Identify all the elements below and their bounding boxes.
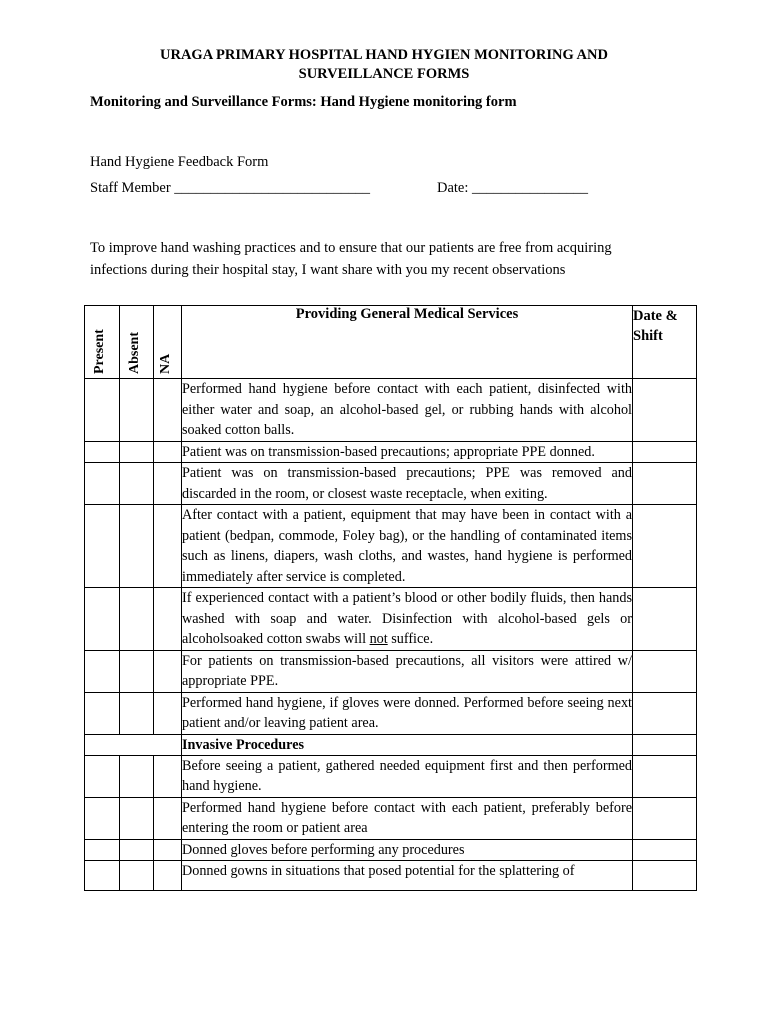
na-cell[interactable] bbox=[154, 463, 182, 505]
row-text: Performed hand hygiene, if gloves were donned. Performed before seeing next patient and/or leaving patient area. bbox=[182, 692, 633, 734]
document-title bbox=[80, 46, 688, 84]
date-cell[interactable] bbox=[633, 692, 697, 734]
present-cell[interactable] bbox=[85, 839, 120, 861]
na-cell[interactable] bbox=[154, 588, 182, 651]
absent-cell[interactable] bbox=[120, 379, 154, 442]
present-cell[interactable] bbox=[85, 588, 120, 651]
present-cell[interactable] bbox=[85, 441, 120, 463]
col-date-shift: Date & Shift bbox=[633, 306, 697, 379]
table-row bbox=[85, 861, 697, 891]
table-row bbox=[85, 588, 697, 651]
absent-cell[interactable] bbox=[120, 861, 154, 891]
row-text: Performed hand hygiene before contact with each patient, preferably before entering the room or patient area bbox=[182, 797, 633, 839]
table-row bbox=[85, 650, 697, 692]
section-row bbox=[85, 734, 697, 755]
absent-cell[interactable] bbox=[120, 692, 154, 734]
table-row bbox=[85, 379, 697, 442]
present-cell[interactable] bbox=[85, 505, 120, 588]
na-cell[interactable] bbox=[154, 692, 182, 734]
intro-line-1: To improve hand washing practices and to ensure that our patients are free from acquiring bbox=[90, 240, 612, 256]
date-cell[interactable] bbox=[633, 797, 697, 839]
na-cell[interactable] bbox=[154, 861, 182, 891]
row-text: Before seeing a patient, gathered needed equipment first and then performed hand hygiene. bbox=[182, 755, 633, 797]
date-cell[interactable] bbox=[633, 650, 697, 692]
absent-cell[interactable] bbox=[120, 505, 154, 588]
row-text: Patient was on transmission-based precautions; PPE was removed and discarded in the room, or closest waste receptacle, when exiting. bbox=[182, 463, 633, 505]
row-text: For patients on transmission-based precautions, all visitors were attired w/ appropriate PPE. bbox=[182, 650, 633, 692]
table-row bbox=[85, 692, 697, 734]
row-text: After contact with a patient, equipment that may have been in contact with a patient (bedpan, commode, Foley bag), or the handling of contaminated items such as linens, diapers, wash cloths, and wastes, hand hygiene is performed immediately after service is completed. bbox=[182, 505, 633, 588]
table-row bbox=[85, 505, 697, 588]
present-cell[interactable] bbox=[85, 463, 120, 505]
present-cell[interactable] bbox=[85, 861, 120, 891]
table-row bbox=[85, 755, 697, 797]
date-cell[interactable] bbox=[633, 505, 697, 588]
na-cell[interactable] bbox=[154, 650, 182, 692]
na-cell[interactable] bbox=[154, 505, 182, 588]
hygiene-checklist-table bbox=[84, 305, 697, 891]
table-row bbox=[85, 797, 697, 839]
na-cell[interactable] bbox=[154, 797, 182, 839]
na-cell[interactable] bbox=[154, 755, 182, 797]
absent-cell[interactable] bbox=[120, 755, 154, 797]
section-heading-invasive: Invasive Procedures bbox=[182, 734, 633, 755]
date-cell[interactable] bbox=[633, 861, 697, 891]
col-main-heading: Providing General Medical Services bbox=[182, 306, 633, 379]
date-cell[interactable] bbox=[633, 441, 697, 463]
form-name: Hand Hygiene Feedback Form bbox=[90, 154, 269, 170]
present-cell[interactable] bbox=[85, 692, 120, 734]
absent-cell[interactable] bbox=[120, 650, 154, 692]
absent-cell[interactable] bbox=[120, 588, 154, 651]
row-text: If experienced contact with a patient’s blood or other bodily fluids, then hands washed with soap and water. Disinfection with alcohol-based gels or alcoholsoaked cotton swabs will not suffice. bbox=[182, 588, 633, 651]
date-field[interactable]: Date: ________________ bbox=[437, 180, 589, 196]
table-row bbox=[85, 441, 697, 463]
present-cell[interactable] bbox=[85, 797, 120, 839]
col-na: NA bbox=[154, 306, 182, 379]
na-cell[interactable] bbox=[154, 441, 182, 463]
row-text: Donned gloves before performing any procedures bbox=[182, 839, 633, 861]
staff-member-field[interactable]: Staff Member ___________________________ bbox=[90, 180, 371, 196]
date-cell[interactable] bbox=[633, 755, 697, 797]
date-cell[interactable] bbox=[633, 379, 697, 442]
form-subtitle: Monitoring and Surveillance Forms: Hand Hygiene monitoring form bbox=[90, 94, 517, 110]
col-present: Present bbox=[85, 306, 120, 379]
title-line-1: URAGA PRIMARY HOSPITAL HAND HYGIEN MONITORING AND bbox=[160, 47, 608, 63]
row-text: Donned gowns in situations that posed potential for the splattering of bbox=[182, 861, 633, 891]
date-cell[interactable] bbox=[633, 734, 697, 755]
row-text: Patient was on transmission-based precautions; appropriate PPE donned. bbox=[182, 441, 633, 463]
absent-cell[interactable] bbox=[120, 463, 154, 505]
na-cell[interactable] bbox=[154, 379, 182, 442]
underlined-not: not bbox=[369, 631, 388, 647]
date-cell[interactable] bbox=[633, 839, 697, 861]
intro-line-2: infections during their hospital stay, I want share with you my recent observations bbox=[90, 262, 566, 278]
present-cell[interactable] bbox=[85, 650, 120, 692]
present-cell[interactable] bbox=[85, 379, 120, 442]
row-text: Performed hand hygiene before contact with each patient, disinfected with either water and soap, an alcohol-based gel, or rubbing hands with alcohol soaked cotton balls. bbox=[182, 379, 633, 442]
absent-cell[interactable] bbox=[120, 441, 154, 463]
absent-cell[interactable] bbox=[120, 839, 154, 861]
table-header-row bbox=[85, 306, 697, 379]
title-line-2: SURVEILLANCE FORMS bbox=[298, 66, 470, 82]
absent-cell[interactable] bbox=[120, 797, 154, 839]
date-cell[interactable] bbox=[633, 463, 697, 505]
date-cell[interactable] bbox=[633, 588, 697, 651]
present-cell[interactable] bbox=[85, 755, 120, 797]
col-absent: Absent bbox=[120, 306, 154, 379]
section-blank-cell bbox=[85, 734, 182, 755]
na-cell[interactable] bbox=[154, 839, 182, 861]
table-row bbox=[85, 839, 697, 861]
table-row bbox=[85, 463, 697, 505]
intro-paragraph bbox=[90, 237, 650, 281]
